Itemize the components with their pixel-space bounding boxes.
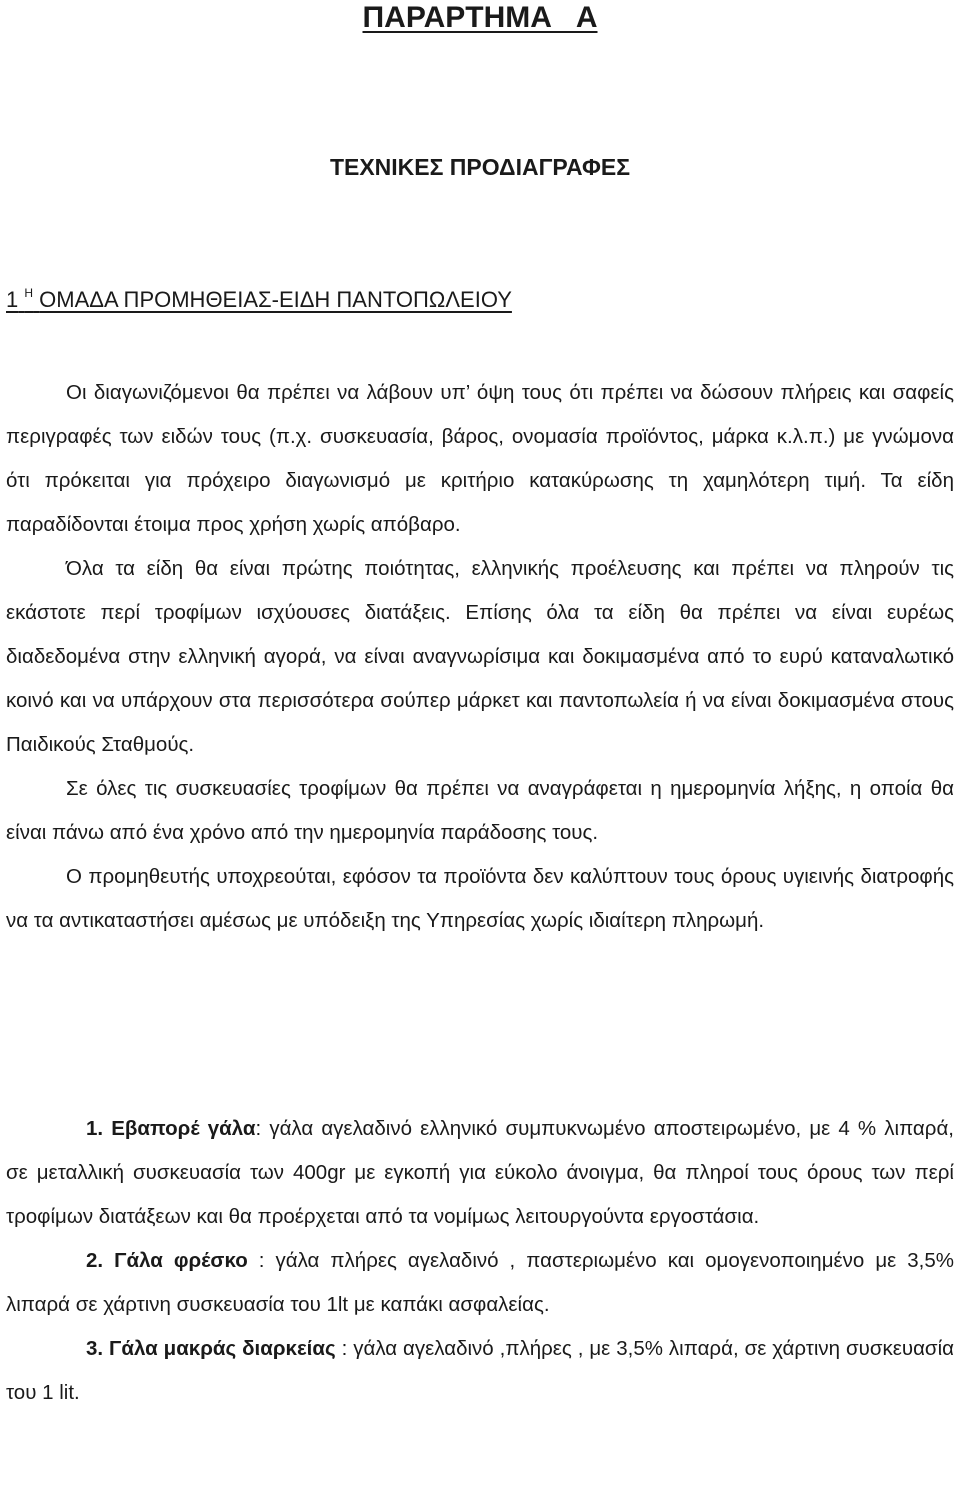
list-item — [6, 1327, 954, 1415]
paragraph: Σε όλες τις συσκευασίες τροφίμων θα πρέπει να αναγράφεται η ημερομηνία λήξης, η οποία θα είναι πάνω από ένα χρόνο από την ημερομηνία παράδοσης τους. — [6, 777, 954, 844]
item-number: 1. — [86, 1117, 104, 1140]
document-title — [0, 0, 960, 36]
item-number: 3. — [86, 1337, 104, 1360]
item-description: γάλα αγελαδινό ελληνικό συμπυκνωμένο αποστειρωμένο, με 4 % λιπαρά, σε μεταλλική συσκευασία των 400gr με εγκοπή για εύκολο άνοιγμα, θα πληροί τους όρους των περί τροφίμων διατάξεων και θα προέρχεται από τα νομίμως λειτουργούντα εργοστάσια. — [6, 1117, 954, 1228]
list-item — [6, 1239, 954, 1327]
item-list — [6, 1107, 954, 1415]
document-subtitle: ΤΕΧΝΙΚΕΣ ΠΡΟΔΙΑΓΡΑΦΕΣ — [329, 154, 631, 180]
section-title: ΟΜΑΔΑ ΠΡΟΜΗΘΕΙΑΣ-ΕΙΔΗ ΠΑΝΤΟΠΩΛΕΙΟΥ — [39, 287, 512, 312]
intro-text — [6, 371, 954, 943]
section-heading — [6, 285, 512, 315]
item-separator: : — [255, 1117, 262, 1140]
item-description: γάλα πλήρες αγελαδινό , παστεριωμένο και ομογενοποιημένο με 3,5% λιπαρά σε χάρτινη συσκευασία του 1lt με καπάκι ασφαλείας. — [6, 1249, 955, 1316]
item-name: Γάλα μακράς διαρκείας — [109, 1337, 336, 1360]
list-item — [6, 1107, 954, 1239]
section-number: 1 — [6, 287, 19, 312]
item-separator: : — [335, 1337, 348, 1360]
item-name: Γάλα φρέσκο — [114, 1249, 248, 1272]
paragraph: Ο προμηθευτής υποχρεούται, εφόσον τα προϊόντα δεν καλύπτουν τους όρους υγιεινής διατροφής να τα αντικαταστήσει αμέσως με υπόδειξη της Υπηρεσίας χωρίς ιδιαίτερη πληρωμή. — [6, 865, 954, 932]
document-title-text: ΠΑΡΑΡΤΗΜΑ Α — [362, 1, 598, 34]
item-number: 2. — [86, 1249, 104, 1272]
section-superscript: Η — [24, 286, 34, 300]
paragraph: Όλα τα είδη θα είναι πρώτης ποιότητας, ελληνικής προέλευσης και πρέπει να πληρούν τις εκάστοτε περί τροφίμων ισχύουσες διατάξεις. Επίσης όλα τα είδη θα πρέπει να είναι ευρέως διαδεδομένα στην ελληνική αγορά, να είναι αναγνωρίσιμα και δοκιμασμένα από το ευρύ καταναλωτικό κοινό και να υπάρχουν στα περισσότερα σούπερ μάρκετ και παντοπωλεία ή να είναι δοκιμασμένα στους Παιδικούς Σταθμούς. — [6, 557, 954, 756]
item-name: Εβαπορέ γάλα — [111, 1117, 256, 1140]
item-description: γάλα αγελαδινό ,πλήρες , με 3,5% λιπαρά, σε χάρτινη συσκευασία του 1 lit. — [6, 1337, 954, 1404]
item-separator: : — [247, 1249, 265, 1272]
paragraph: Οι διαγωνιζόμενοι θα πρέπει να λάβουν υπ’ όψη τους ότι πρέπει να δώσουν πλήρεις και σαφείς περιγραφές των ειδών τους (π.χ. συσκευασία, βάρος, ονομασία προϊόντος, μάρκα κ.λ.π.) με γνώμονα ότι πρόκειται για πρόχειρο διαγωνισμό με κριτήριο κατακύρωσης τη χαμηλότερη τιμή. Τα είδη παραδίδονται έτοιμα προς χρήση χωρίς απόβαρο. — [6, 381, 954, 536]
